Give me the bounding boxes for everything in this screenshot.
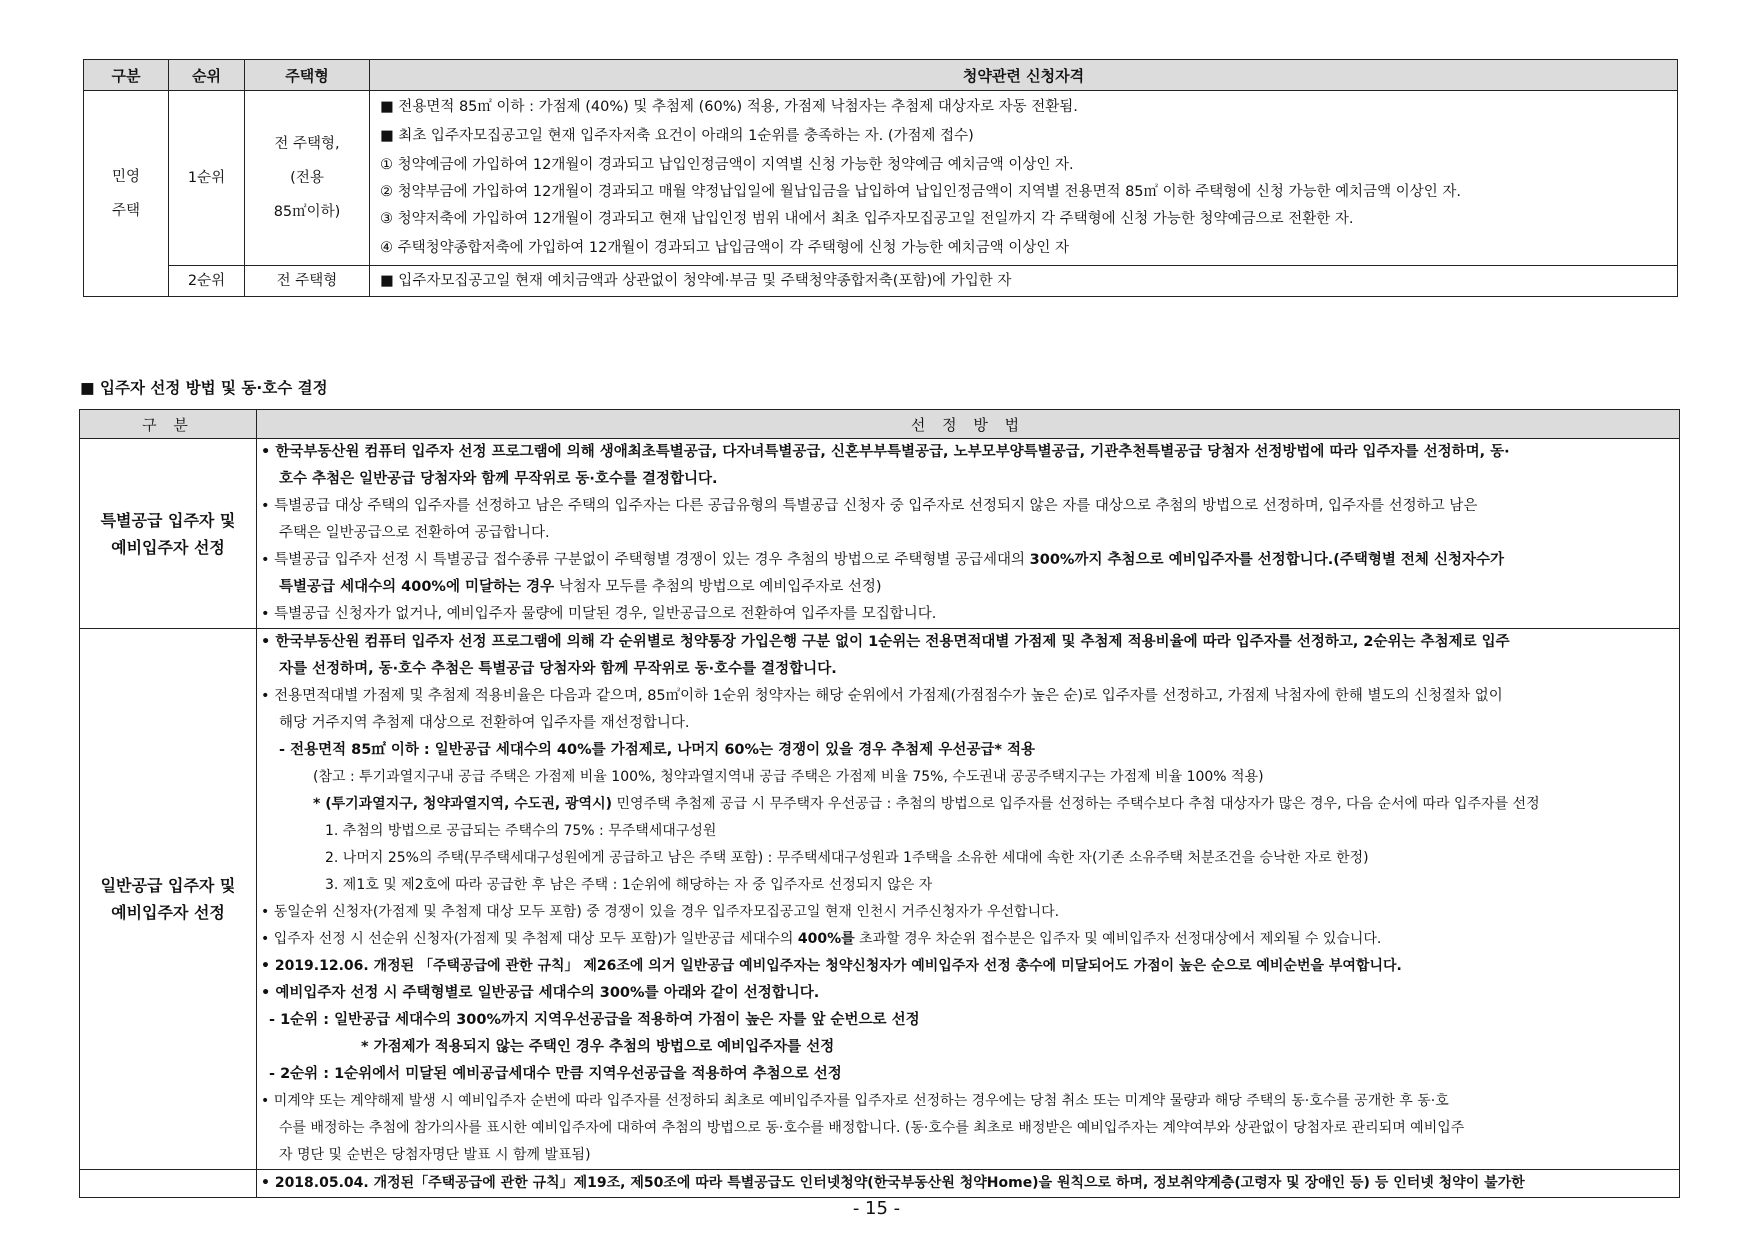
method-line: 1. 추첨의 방법으로 공급되는 주택수의 75% : 무주택세대구성원 [325,823,717,839]
eligibility-header-row [84,60,1678,91]
rank1-row [84,91,1678,266]
general-supply-method [257,629,1680,1170]
rank2-housing-type: 전 주택형 [245,266,370,297]
method-line: • 전용면적대별 가점제 및 추첨제 적용비율은 다음과 같으며, 85㎡이하 1순위 청약자는 해당 순위에서 가점제(가점점수가 높은 순)로 입주자를 선정하고, 가점제 낙첨자에 한해 별도의 신청절차 없이 [261,688,1503,704]
method-line [261,574,1669,601]
method-line: 호수 추첨은 일반공급 당첨자와 함께 무작위로 동·호수를 결정합니다. [279,471,718,487]
method-line: • 특별공급 대상 주택의 입주자를 선정하고 남은 주택의 입주자는 다른 공급유형의 특별공급 신청자 중 입주자로 선정되지 않은 자를 대상으로 추첨의 방법으로 선정하며, 입주자를 선정하고 남은 [261,498,1478,514]
eligibility-table [83,59,1678,297]
rank1-qualifications [370,91,1678,266]
method-text-bold: 특별공급 세대수의 400%에 미달하는 경우 [279,579,555,595]
internet-application-row [80,1170,1680,1198]
method-line [261,791,1669,818]
selection-method-table [79,409,1680,1198]
rank2-qualification: ■ 입주자모집공고일 현재 예치금액과 상관없이 청약예·부금 및 주택청약종합저축(포함)에 가입한 자 [370,266,1678,297]
qualification-item: ③ 청약저축에 가입하여 12개월이 경과되고 현재 납입인정 범위 내에서 최초 입주자모집공고일 전일까지 각 주택형에 신청 가능한 청약예금으로 전환한 자. [380,211,1354,227]
header-category: 구분 [84,60,169,91]
qualification-item: ■ 전용면적 85㎡ 이하 : 가점제 (40%) 및 추첨제 (60%) 적용, 가점제 낙첨자는 추첨제 대상자로 자동 전환됨. [380,99,1078,115]
method-text-bold: 300%까지 추첨으로 예비입주자를 선정합니다.(주택형별 전체 신청자수가 [1029,552,1505,568]
method-line: • 2019.12.06. 개정된 「주택공급에 관한 규칙」 제26조에 의거 일반공급 예비입주자는 청약신청자가 예비입주자 선정 총수에 미달되어도 가점이 높은 순으로 예비순번을 부여합니다. [261,958,1402,974]
method-line: 3. 제1호 및 제2호에 따라 공급한 후 남은 주택 : 1순위에 해당하는 자 중 입주자로 선정되지 않은 자 [325,877,933,893]
header-qualification: 청약관련 신청자격 [370,60,1678,91]
method-line [261,926,1669,953]
method-line [261,547,1669,574]
section-title: ■ 입주자 선정 방법 및 동·호수 결정 [80,379,328,397]
header-division: 구 분 [80,410,257,439]
method-text: • 특별공급 입주자 선정 시 특별공급 접수종류 구분없이 주택형별 경쟁이 있는 경우 추첨의 방법으로 주택형별 공급세대의 [261,552,1030,568]
method-line: * 가점제가 적용되지 않는 주택인 경우 추첨의 방법으로 예비입주자를 선정 [361,1039,835,1055]
label-line: 특별공급 입주자 및 [100,510,236,530]
method-text: 초과할 경우 차순위 접수분은 입주자 및 예비입주자 선정대상에서 제외될 수 있습니다. [854,931,1382,947]
method-text: 낙첨자 모두를 추첨의 방법으로 예비입주자로 선정) [554,579,882,595]
special-supply-row [80,439,1680,629]
header-rank: 순위 [169,60,245,91]
internet-application-method [257,1170,1680,1198]
method-line: 수를 배정하는 추첨에 참가의사를 표시한 예비입주자에 대하여 추첨의 방법으로 동·호수를 배정합니다. (동·호수를 최초로 배정받은 예비입주자는 계약여부와 상관없이 당첨자로 관리되며 예비입주 [279,1120,1465,1136]
method-text: 민영주택 추첨제 공급 시 무주택자 우선공급 : 추첨의 방법으로 입주자를 선정하는 주택수보다 추첨 대상자가 많은 경우, 다음 순서에 따라 입주자를 선정 [612,796,1540,812]
method-line: • 동일순위 신청자(가점제 및 추첨제 대상 모두 포함) 중 경쟁이 있을 경우 입주자모집공고일 현재 인천시 거주신청자가 우선합니다. [261,904,1060,920]
category-cell [84,91,169,297]
rank2-row [84,266,1678,297]
method-text: • 입주자 선정 시 선순위 신청자(가점제 및 추첨제 대상 모두 포함)가 일반공급 세대수의 [261,931,798,947]
method-text-bold: * (투기과열지구, 청약과열지역, 수도권, 광역시) [313,796,613,812]
general-supply-label [80,629,257,1170]
method-line: 자를 선정하며, 동·호수 추첨은 특별공급 당첨자와 함께 무작위로 동·호수를 결정합니다. [279,661,837,677]
qualification-item: ■ 최초 입주자모집공고일 현재 입주자저축 요건이 아래의 1순위를 충족하는 자. (가점제 접수) [380,128,974,144]
method-line: - 1순위 : 일반공급 세대수의 300%까지 지역우선공급을 적용하여 가점이 높은 자를 앞 순번으로 선정 [269,1012,920,1028]
empty-label-cell [80,1170,257,1198]
method-line: - 2순위 : 1순위에서 미달된 예비공급세대수 만큼 지역우선공급을 적용하여 추첨으로 선정 [269,1066,842,1082]
general-supply-row [80,629,1680,1170]
category-line: 주택 [111,202,140,219]
label-line: 예비입주자 선정 [111,537,225,557]
housing-type-line: 85㎡이하) [273,204,341,220]
special-supply-label [80,439,257,629]
method-line: • 미계약 또는 계약해제 발생 시 예비입주자 순번에 따라 입주자를 선정하되 최초로 예비입주자를 입주자로 선정하는 경우에는 당첨 취소 또는 미계약 물량과 해당 주택의 동·호수를 공개한 후 동·호 [261,1093,1449,1109]
qualification-item: ② 청약부금에 가입하여 12개월이 경과되고 매월 약정납입일에 월납입금을 납입하여 납입인정금액이 지역별 전용면적 85㎡ 이하 주택형에 신청 가능한 예치금액 이상인 자. [380,184,1462,200]
method-line: • 한국부동산원 컴퓨터 입주자 선정 프로그램에 의해 각 순위별로 청약통장 가입은행 구분 없이 1순위는 전용면적대별 가점제 및 추첨제 적용비율에 따라 입주자를 선정하고, 2순위는 추첨제로 입주 [261,634,1510,650]
rank2-label: 2순위 [169,266,245,297]
method-line: • 2018.05.04. 개정된「주택공급에 관한 규칙」제19조, 제50조에 따라 특별공급도 인터넷청약(한국부동산원 청약Home)을 원칙으로 하며, 정보취약계층(고령자 및 장애인 등) 등 인터넷 청약이 불가한 [261,1175,1525,1191]
qualification-item: ④ 주택청약종합저축에 가입하여 12개월이 경과되고 납입금액이 각 주택형에 신청 가능한 예치금액 이상인 자 [380,240,1070,256]
category-line: 민영 [111,168,140,185]
housing-type-line: (전용 [290,170,324,186]
page-number: - 15 - [852,1198,901,1219]
rank1-label: 1순위 [169,91,245,266]
method-line: 자 명단 및 순번은 당첨자명단 발표 시 함께 발표됨) [279,1147,591,1163]
method-line: 주택은 일반공급으로 전환하여 공급합니다. [279,525,550,541]
qualification-item: ① 청약예금에 가입하여 12개월이 경과되고 납입인정금액이 지역별 신청 가능한 청약예금 예치금액 이상인 자. [380,157,1074,173]
method-line: • 특별공급 신청자가 없거나, 예비입주자 물량에 미달된 경우, 일반공급으로 전환하여 입주자를 모집합니다. [261,606,937,622]
rank1-housing-type [245,91,370,266]
label-line: 일반공급 입주자 및 [100,876,236,895]
selection-header-row [80,410,1680,439]
method-line: 해당 거주지역 추첨제 대상으로 전환하여 입주자를 재선정합니다. [279,715,690,731]
method-line: (참고 : 투기과열지구내 공급 주택은 가점제 비율 100%, 청약과열지역내 공급 주택은 가점제 비율 75%, 수도권내 공공주택지구는 가점제 비율 100% 적용) [313,769,1264,785]
housing-type-line: 전 주택형, [274,136,340,152]
method-line: • 한국부동산원 컴퓨터 입주자 선정 프로그램에 의해 생애최초특별공급, 다자녀특별공급, 신혼부부특별공급, 노부모부양특별공급, 기관추천특별공급 당첨자 선정방법에 따라 입주자를 선정하며, 동· [261,444,1510,460]
header-method: 선 정 방 법 [257,410,1680,439]
method-line: 2. 나머지 25%의 주택(무주택세대구성원에게 공급하고 남은 주택 포함) : 무주택세대구성원과 1주택을 소유한 세대에 속한 자(기존 소유주택 처분조건을 승낙한 자로 한정) [325,850,1369,866]
header-housing-type: 주택형 [245,60,370,91]
method-text-bold: 400%를 [797,931,855,947]
method-line: • 예비입주자 선정 시 주택형별로 일반공급 세대수의 300%를 아래와 같이 선정합니다. [261,985,820,1001]
label-line: 예비입주자 선정 [111,903,225,922]
method-line: - 전용면적 85㎡ 이하 : 일반공급 세대수의 40%를 가점제로, 나머지 60%는 경쟁이 있을 경우 추첨제 우선공급* 적용 [279,742,1036,758]
special-supply-method [257,439,1680,629]
